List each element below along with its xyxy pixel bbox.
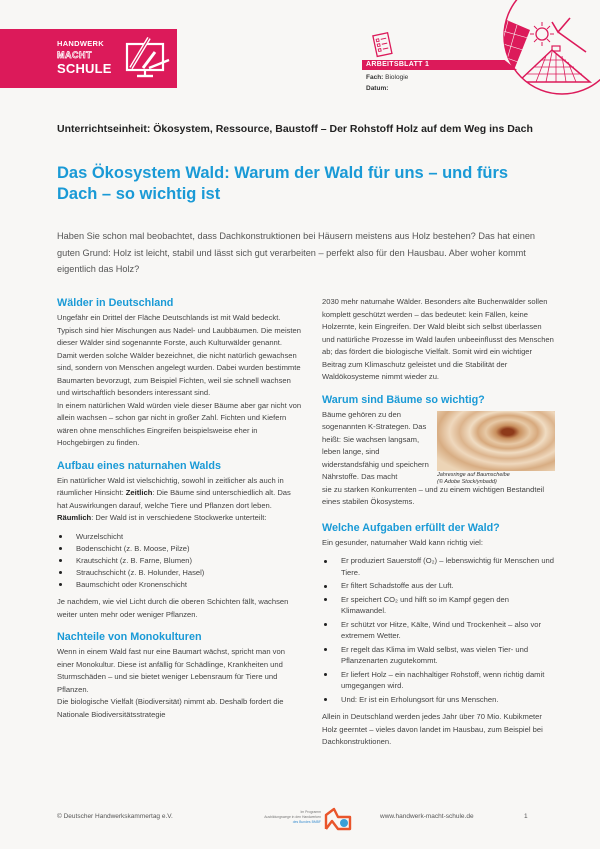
keyword-zeitlich: Zeitlich <box>125 488 153 497</box>
handwerk-macht-schule-logo <box>0 29 177 88</box>
monocultures-p3: 2030 mehr naturnahe Wälder. Besonders alte Buchenwälder sollen komplett geschützt werden – das bedeutet: kein Fällen, keine Holzernte, kein Eingreifen. Der Wald bleibt sich selbst überlassen und natürliche Prozesse im Wald laufen unbeeinflusst des Menschen ab; das fördert die biologische Vielfalt. Somit wird ein wichtiger Beitrag zum Klimaschutz geleistet und die Stabilität der Waldökosysteme nimmt wieder zu. <box>322 297 554 381</box>
subject-value: Biologie <box>385 74 409 81</box>
unit-title: Unterrichtseinheit: Ökosystem, Ressource, Baustoff – Der Rohstoff Holz auf dem Weg ins Dach <box>57 123 533 135</box>
list-item: Er schützt vor Hitze, Kälte, Wind und Trockenheit – also vor extremem Wetter. <box>322 619 554 642</box>
subject-field <box>366 74 408 81</box>
logo-line-3: SCHULE <box>57 60 112 76</box>
worksheet-label: ARBEITSBLATT 1 <box>366 61 430 68</box>
program-logo: Im Programm Ausbildungswege in den Handwerken des Bundes BMBF <box>255 806 365 832</box>
program-emblem-icon <box>324 807 352 831</box>
subject-label: Fach: <box>366 74 384 81</box>
list-item: Strauchschicht (z. B. Holunder, Hasel) <box>57 567 302 579</box>
list-item: Er liefert Holz – ein nachhaltiger Rohstoff, wenn richtig damit umgegangen wird. <box>322 669 554 692</box>
intro-paragraph: Haben Sie schon mal beobachtet, dass Dachkonstruktionen bei Häusern meistens aus Holz bestehen? Das hat einen guten Grund: Holz ist leicht, stabil und lässt sich gut verarbeiten – perfekt also für den Hausbau. Aber woher kommt eigentlich das Holz? <box>57 231 536 274</box>
forest-tasks-intro: Ein gesunder, naturnaher Wald kann richtig viel: <box>322 537 483 547</box>
heading-forests-germany: Wälder in Deutschland <box>57 297 174 309</box>
list-item: Er regelt das Klima im Wald selbst, was vielen Tier- und Pflanzenarten zugutekommt. <box>322 644 554 667</box>
forest-structure-p1: Ein natürlicher Wald ist vielschichtig, sowohl in zeitlicher als auch in räumlicher Hinsicht: Zeitlich: Die Bäume sind unterschiedlich alt. Das hat Auswirkungen darauf, welche Tiere und Pflanzen dort leben. Räumlich: Der Wald ist in verschiedene Stockwerke unterteilt: <box>57 475 291 522</box>
forest-structure-p2: Je nachdem, wie viel Licht durch die oberen Schichten fällt, wachsen weiter unten mehr oder weniger Pflanzen. <box>57 597 289 619</box>
checklist-icon <box>372 32 394 58</box>
list-item: Er filtert Schadstoffe aus der Luft. <box>322 580 554 592</box>
copyright: © Deutscher Handwerkskammertag e.V. <box>57 813 173 820</box>
page-number: 1 <box>524 813 528 820</box>
monocultures-p1: Wenn in einem Wald fast nur eine Baumart wächst, spricht man von einer Monokultur. Diese ist anfällig für Schädlinge, Krankheiten und Sturmschäden – und sie bietet weniger Lebensraum für Tiere und Pflanzen. <box>57 647 285 694</box>
list-item: Baumschicht oder Kronenschicht <box>57 579 302 591</box>
left-column <box>57 296 302 721</box>
heading-forest-structure: Aufbau eines naturnahen Walds <box>57 459 221 472</box>
tree-rings-image <box>437 411 555 471</box>
date-field <box>366 85 388 92</box>
list-item: Und: Er ist ein Erholungsort für uns Menschen. <box>322 694 554 706</box>
list-item: Krautschicht (z. B. Farne, Blumen) <box>57 555 302 567</box>
monitor-tools-icon <box>121 34 173 82</box>
heading-why-trees: Warum sind Bäume so wichtig? <box>322 393 485 406</box>
forest-layers-list <box>57 531 302 591</box>
right-column <box>322 296 554 749</box>
logo-line-2: MACHT <box>57 49 92 60</box>
forests-germany-p1: Ungefähr ein Drittel der Fläche Deutschlands ist mit Wald bedeckt. Typisch sind hier Mischungen aus Nadel- und Laubbäumen. Die meisten dieser Wälder sind sogenannte Forste, auch Kulturwälder genannt. Damit werden solche Wälder bezeichnet, die nicht natürlich gewachsen sind, sondern von Menschen angelegt wurden. Dabei wurden bestimmte Baumarten bevorzugt, zum Beispiel Fichten, weil sie schnell wachsen und wirtschaftlich besonders interessant sind. <box>57 313 301 397</box>
list-item: Er produziert Sauerstoff (O₂) – lebenswichtig für Menschen und Tiere. <box>322 555 554 578</box>
list-item: Wurzelschicht <box>57 531 302 543</box>
monocultures-p2: Die biologische Vielfalt (Biodiversität) nimmt ab. Deshalb fordert die Nationale Biodiversitätsstrategie <box>57 697 284 719</box>
website-link[interactable]: www.handwerk-macht-schule.de <box>380 813 474 820</box>
heading-forest-tasks: Welche Aufgaben erfüllt der Wald? <box>322 521 500 534</box>
keyword-raeumlich: Räumlich <box>57 513 92 522</box>
forests-germany-p2: In einem natürlichen Wald würden viele dieser Bäume aber gar nicht von allein wachsen – schon gar nicht in großer Zahl. Fichten und Kiefern wären ohne menschliches Eingreifen beispielsweise eher in Hochgebirgen zu finden. <box>57 400 302 447</box>
main-title: Das Ökosystem Wald: Warum der Wald für uns – und fürs Dach – so wichtig ist <box>57 164 509 203</box>
list-item: Er speichert CO₂ und hilft so im Kampf gegen den Klimawandel. <box>322 594 554 617</box>
logo-line-1: HANDWERK <box>57 39 104 48</box>
forest-tasks-list <box>322 555 554 705</box>
list-item: Bodenschicht (z. B. Moose, Pilze) <box>57 543 302 555</box>
heading-monocultures: Nachteile von Monokulturen <box>57 631 202 643</box>
date-label: Datum: <box>366 85 389 92</box>
why-trees-side-text: Bäume gehören zu den sogenannten K-Strategen. Das heißt: Sie wachsen langsam, leben lange, sind widerstandsfähig und speichern Nährstoffe. Das macht <box>322 409 429 481</box>
why-trees-rest-text: sie zu starken Konkurrenten – und zu einem wichtigen Bestandteil eines stabilen Ökosystems. <box>322 484 545 506</box>
image-caption: Jahresringe auf Baumscheibe (© Adobe Stock/ynbadd) <box>437 471 510 485</box>
roof-solar-emblem-icon <box>490 0 600 95</box>
forest-tasks-outro: Allein in Deutschland werden jedes Jahr über 70 Mio. Kubikmeter Holz geerntet – vieles davon landet im Hausbau, zum Beispiel bei Dachkonstruktionen. <box>322 712 543 746</box>
